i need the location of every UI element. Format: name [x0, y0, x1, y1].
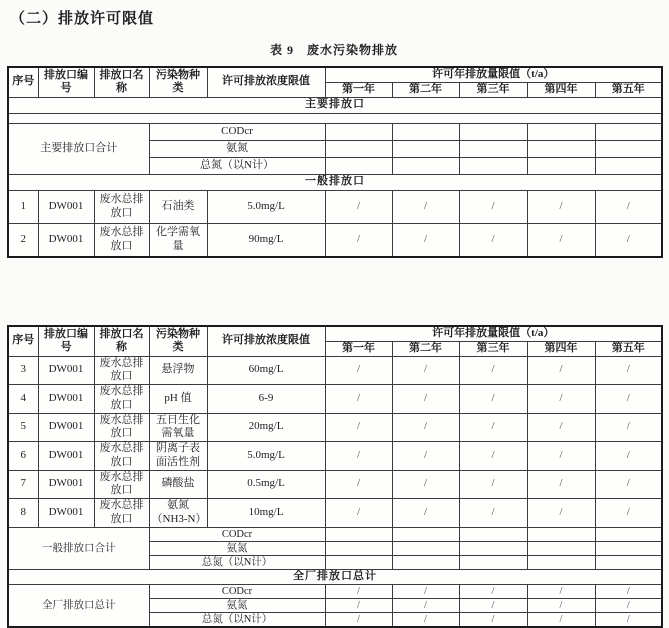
cell-seq: 4 [8, 385, 38, 414]
wastewater-table-lower [7, 325, 663, 628]
table-row [8, 385, 662, 414]
table-row [8, 413, 662, 442]
year-value-cell [459, 157, 527, 174]
year-value-cell [595, 123, 662, 140]
total-pollutant-cell: 氨氮 [149, 140, 325, 157]
table-row [8, 223, 662, 257]
col-header-year5: 第五年 [595, 82, 662, 97]
cell-outlet-name: 废水总排放口 [94, 190, 149, 223]
year-value-cell: / [325, 584, 392, 598]
year-value-cell: / [325, 442, 392, 471]
year-value-cell: / [595, 223, 662, 257]
col-header-outlet-code: 排放口编号 [38, 67, 94, 97]
year-value-cell: / [392, 612, 459, 627]
year-value-cell: / [527, 442, 595, 471]
table-row [8, 499, 662, 528]
year-value-cell [595, 140, 662, 157]
total-pollutant-cell: 氨氮 [149, 598, 325, 612]
year-value-cell [595, 555, 662, 569]
cell-outlet-name: 废水总排放口 [94, 442, 149, 471]
year-value-cell: / [459, 190, 527, 223]
permit-table-1 [7, 66, 663, 258]
year-value-cell: / [325, 190, 392, 223]
cell-outlet-code: DW001 [38, 413, 94, 442]
year-value-cell [392, 555, 459, 569]
year-value-cell: / [459, 584, 527, 598]
year-value-cell: / [595, 598, 662, 612]
year-value-cell [595, 157, 662, 174]
year-value-cell: / [325, 598, 392, 612]
permit-table-2 [7, 325, 663, 628]
cell-pollutant: 五日生化需氧量 [149, 413, 207, 442]
table-row [8, 356, 662, 385]
year-value-cell: / [392, 385, 459, 414]
cell-conc-limit: 20mg/L [207, 413, 325, 442]
cell-outlet-code: DW001 [38, 223, 94, 257]
year-value-cell [595, 527, 662, 541]
year-value-cell: / [595, 470, 662, 499]
year-value-cell: / [595, 612, 662, 627]
year-value-cell [392, 157, 459, 174]
cell-outlet-code: DW001 [38, 499, 94, 528]
year-value-cell: / [527, 584, 595, 598]
year-value-cell: / [527, 612, 595, 627]
col-header-year3: 第三年 [459, 82, 527, 97]
year-value-cell [325, 541, 392, 555]
table-row [8, 470, 662, 499]
cell-pollutant: 氨氮（NH3-N） [149, 499, 207, 528]
year-value-cell: / [527, 413, 595, 442]
year-value-cell [527, 527, 595, 541]
cell-conc-limit: 6-9 [207, 385, 325, 414]
cell-conc-limit: 0.5mg/L [207, 470, 325, 499]
year-value-cell: / [392, 356, 459, 385]
year-value-cell: / [459, 442, 527, 471]
year-value-cell: / [325, 385, 392, 414]
cell-outlet-code: DW001 [38, 356, 94, 385]
year-value-cell: / [527, 190, 595, 223]
cell-pollutant: 磷酸盐 [149, 470, 207, 499]
year-value-cell: / [527, 385, 595, 414]
col-header-seq: 序号 [8, 67, 38, 97]
table-row [8, 190, 662, 223]
year-value-cell: / [595, 385, 662, 414]
year-value-cell: / [527, 598, 595, 612]
col-header-outlet-code: 排放口编号 [38, 326, 94, 356]
year-value-cell: / [325, 413, 392, 442]
year-value-cell [325, 140, 392, 157]
col-header-year4: 第四年 [527, 82, 595, 97]
year-value-cell: / [527, 470, 595, 499]
year-value-cell: / [392, 413, 459, 442]
cell-outlet-name: 废水总排放口 [94, 356, 149, 385]
year-value-cell [527, 140, 595, 157]
cell-conc-limit: 5.0mg/L [207, 190, 325, 223]
col-header-year2: 第二年 [392, 82, 459, 97]
col-header-conc-limit: 许可排放浓度限值 [207, 67, 325, 97]
col-header-seq: 序号 [8, 326, 38, 356]
col-header-year5: 第五年 [595, 341, 662, 356]
year-value-cell: / [527, 356, 595, 385]
year-value-cell: / [392, 442, 459, 471]
wastewater-table-upper [7, 66, 663, 258]
cell-seq: 5 [8, 413, 38, 442]
year-value-cell [459, 527, 527, 541]
total-pollutant-cell: 总氮（以N计） [149, 157, 325, 174]
cell-pollutant: pH 值 [149, 385, 207, 414]
year-value-cell [392, 527, 459, 541]
year-value-cell: / [392, 499, 459, 528]
section-row-general-outlet: 一般排放口 [8, 174, 662, 190]
cell-outlet-name: 废水总排放口 [94, 470, 149, 499]
year-value-cell [325, 157, 392, 174]
year-value-cell: / [595, 499, 662, 528]
cell-pollutant: 悬浮物 [149, 356, 207, 385]
cell-conc-limit: 60mg/L [207, 356, 325, 385]
col-header-pollutant: 污染物种类 [149, 326, 207, 356]
cell-seq: 1 [8, 190, 38, 223]
col-header-year1: 第一年 [325, 341, 392, 356]
page-title: （二）排放许可限值 [10, 11, 155, 27]
col-header-outlet-name: 排放口名称 [94, 67, 149, 97]
year-value-cell: / [459, 470, 527, 499]
cell-pollutant: 石油类 [149, 190, 207, 223]
year-value-cell [527, 555, 595, 569]
cell-outlet-name: 废水总排放口 [94, 223, 149, 257]
year-value-cell: / [325, 356, 392, 385]
year-value-cell: / [595, 442, 662, 471]
cell-seq: 7 [8, 470, 38, 499]
year-value-cell [527, 123, 595, 140]
cell-outlet-name: 废水总排放口 [94, 385, 149, 414]
year-value-cell: / [595, 190, 662, 223]
cell-seq: 2 [8, 223, 38, 257]
col-header-year2: 第二年 [392, 341, 459, 356]
year-value-cell: / [325, 612, 392, 627]
year-value-cell: / [459, 612, 527, 627]
col-header-pollutant: 污染物种类 [149, 67, 207, 97]
year-value-cell: / [595, 356, 662, 385]
year-value-cell: / [459, 413, 527, 442]
year-value-cell [325, 123, 392, 140]
cell-outlet-code: DW001 [38, 442, 94, 471]
year-value-cell: / [527, 499, 595, 528]
cell-outlet-name: 废水总排放口 [94, 499, 149, 528]
total-pollutant-cell: 氨氮 [149, 541, 325, 555]
year-value-cell: / [392, 584, 459, 598]
year-value-cell: / [325, 499, 392, 528]
year-value-cell: / [595, 413, 662, 442]
table-row [8, 442, 662, 471]
cell-conc-limit: 10mg/L [207, 499, 325, 528]
year-value-cell: / [392, 223, 459, 257]
total-pollutant-cell: CODcr [149, 527, 325, 541]
year-value-cell [392, 541, 459, 555]
year-value-cell [459, 140, 527, 157]
year-value-cell [459, 541, 527, 555]
year-value-cell: / [325, 223, 392, 257]
section-row-main-outlet: 主要排放口 [8, 97, 662, 113]
spacer-row [8, 113, 662, 123]
year-value-cell: / [325, 470, 392, 499]
year-value-cell: / [459, 223, 527, 257]
cell-seq: 6 [8, 442, 38, 471]
year-value-cell [392, 123, 459, 140]
total-pollutant-cell: 总氮（以N计） [149, 555, 325, 569]
year-value-cell [325, 555, 392, 569]
cell-outlet-code: DW001 [38, 190, 94, 223]
year-value-cell [392, 140, 459, 157]
col-header-year1: 第一年 [325, 82, 392, 97]
total-pollutant-cell: 总氮（以N计） [149, 612, 325, 627]
main-total-label-cell: 主要排放口合计 [8, 123, 149, 174]
general-total-label-cell: 一般排放口合计 [8, 527, 149, 569]
cell-conc-limit: 5.0mg/L [207, 442, 325, 471]
cell-outlet-code: DW001 [38, 470, 94, 499]
year-value-cell [527, 157, 595, 174]
cell-pollutant: 化学需氧量 [149, 223, 207, 257]
cell-outlet-code: DW001 [38, 385, 94, 414]
year-value-cell: / [459, 499, 527, 528]
table-caption: 表 9 废水污染物排放 [269, 43, 398, 57]
col-header-year3: 第三年 [459, 341, 527, 356]
cell-seq: 3 [8, 356, 38, 385]
year-value-cell: / [392, 598, 459, 612]
year-value-cell: / [527, 223, 595, 257]
year-value-cell [459, 555, 527, 569]
year-value-cell [527, 541, 595, 555]
cell-conc-limit: 90mg/L [207, 223, 325, 257]
year-value-cell [595, 541, 662, 555]
cell-pollutant: 阴离子表面活性剂 [149, 442, 207, 471]
year-value-cell [325, 527, 392, 541]
year-value-cell: / [392, 190, 459, 223]
col-header-outlet-name: 排放口名称 [94, 326, 149, 356]
col-header-annual-limit-group: 许可年排放量限值（t/a） [325, 67, 662, 82]
section-row-plant-total: 全厂排放口总计 [8, 569, 662, 584]
col-header-conc-limit: 许可排放浓度限值 [207, 326, 325, 356]
year-value-cell: / [459, 385, 527, 414]
year-value-cell: / [595, 584, 662, 598]
col-header-year4: 第四年 [527, 341, 595, 356]
year-value-cell: / [392, 470, 459, 499]
plant-total-label-cell: 全厂排放口总计 [8, 584, 149, 627]
year-value-cell: / [459, 598, 527, 612]
cell-outlet-name: 废水总排放口 [94, 413, 149, 442]
total-pollutant-cell: CODcr [149, 584, 325, 598]
year-value-cell: / [459, 356, 527, 385]
year-value-cell [459, 123, 527, 140]
total-pollutant-cell: CODcr [149, 123, 325, 140]
col-header-annual-limit-group: 许可年排放量限值（t/a） [325, 326, 662, 341]
cell-seq: 8 [8, 499, 38, 528]
